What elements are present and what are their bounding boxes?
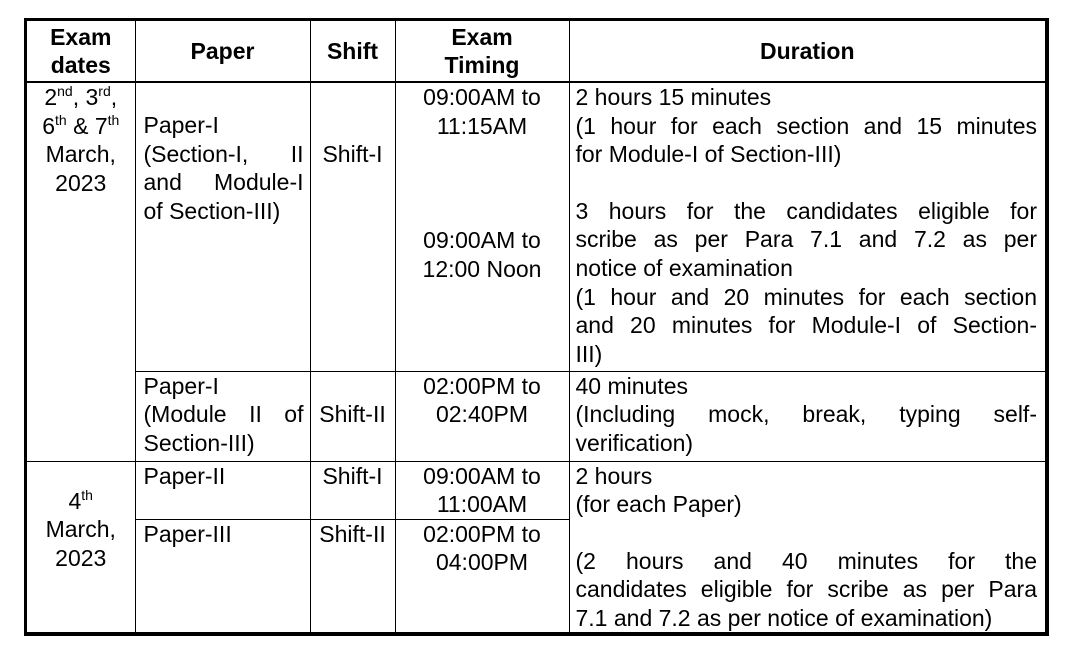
block1-row2-timing-line2: 02:40PM: [435, 401, 529, 428]
block1-row2-paper-cell: [135, 371, 310, 461]
block2-duration-cell: [569, 461, 1045, 635]
exam-schedule-table: [27, 21, 1045, 635]
block2-row2-timing-line1: 02:00PM to: [423, 520, 541, 547]
block1-row1-duration-b-line2: scribe as per Para 7.1 and 7.2 as per: [575, 226, 1037, 253]
block1-row1-timing-a-line2: 11:15AM: [436, 112, 528, 139]
table-row: [27, 461, 1045, 519]
block1-row2-shift-cell: [310, 371, 395, 461]
block1-month: March,: [45, 141, 116, 168]
header-duration: Duration: [569, 21, 1045, 82]
block1-row1-duration-a-line1: 2 hours 15 minutes: [575, 84, 772, 110]
block2-row1-shift-cell: [310, 461, 395, 519]
block1-row1-paper-line4: of Section-III): [143, 197, 281, 224]
block2-row1-paper: Paper-II: [143, 462, 226, 489]
block1-row1-timing-b-line2: 12:00 Noon: [422, 255, 542, 282]
block1-row1-timing-b-line1: 09:00AM to: [423, 227, 541, 254]
table-row: [27, 82, 1045, 371]
block1-row1-shift: Shift-I: [322, 141, 383, 167]
header-exam-timing-line2: Timing: [444, 52, 520, 78]
block1-row2-timing-line1: 02:00PM to: [423, 372, 541, 399]
block1-row2-paper-line2: (Module II of: [143, 401, 304, 428]
block1-row2-shift: Shift-II: [319, 400, 386, 427]
duration-gap: [576, 519, 1038, 547]
table-row: [27, 371, 1045, 461]
block1-row2-duration-line2: (Including mock, break, typing self-: [575, 401, 1037, 428]
block2-duration-line1: 2 hours: [575, 462, 653, 489]
block2-row2-shift-cell: [310, 519, 395, 635]
block1-exam-dates-cell: [27, 82, 135, 461]
block2-row1-paper-cell: [135, 461, 310, 519]
block1-row2-duration-line1: 40 minutes: [575, 372, 689, 399]
block1-row1-duration-b-line5: and 20 minutes for Module-I of Section-: [575, 312, 1037, 339]
block1-row2-duration-line3: verification): [575, 429, 694, 456]
block1-row2-paper-line3: Section-III): [143, 429, 255, 456]
header-exam-timing-line1: Exam: [451, 24, 513, 50]
block2-dates-line1: 4th: [68, 486, 93, 514]
block1-row1-paper-cell: [135, 82, 310, 371]
block2-row1-timing-line2: 11:00AM: [436, 491, 528, 518]
block2-duration-line4: candidates eligible for scribe as per Para: [575, 576, 1037, 603]
block2-duration-line2: (for each Paper): [575, 491, 742, 518]
block1-row1-timing-cell: [395, 82, 569, 371]
block1-dates-line2: 6th & 7th: [42, 111, 120, 139]
block2-year: 2023: [55, 544, 107, 571]
header-row: [27, 21, 1045, 82]
block2-row1-timing-cell: [395, 461, 569, 519]
block2-row1-shift: Shift-I: [322, 462, 383, 489]
block1-row1-paper-line1: Paper-I: [143, 112, 219, 138]
block1-row1-duration-b-line1: 3 hours for the candidates eligible for: [575, 197, 1037, 224]
block1-row2-timing-cell: [395, 371, 569, 461]
block2-exam-dates-cell: [27, 461, 135, 635]
block2-row2-timing-cell: [395, 519, 569, 635]
block1-year: 2023: [55, 169, 107, 196]
block1-row1-duration-b-line3: notice of examination: [575, 254, 793, 281]
block1-row1-paper-line2: (Section-I, II: [143, 140, 304, 167]
block1-dates-line1: 2nd, 3rd,: [44, 83, 118, 110]
header-shift: Shift: [310, 21, 395, 82]
block1-row2-paper-line1: Paper-I: [143, 372, 219, 399]
header-paper: Paper: [135, 21, 310, 82]
block1-row1-duration-a-line3: for Module-I of Section-III): [575, 141, 842, 168]
block2-row2-paper-cell: [135, 519, 310, 635]
block1-row2-duration-cell: [569, 371, 1045, 461]
block2-duration-line3: (2 hours and 40 minutes for the: [575, 547, 1037, 574]
block2-row1-timing-line1: 09:00AM to: [423, 462, 541, 489]
header-exam-dates-line1: Exam: [50, 24, 112, 50]
block1-row1-paper-line3: and Module-I: [143, 169, 304, 196]
header-exam-dates: [27, 21, 135, 82]
block1-row1-shift-cell: [310, 82, 395, 371]
block2-month: March,: [45, 516, 116, 543]
block2-duration-line5: 7.1 and 7.2 as per notice of examination): [575, 604, 993, 631]
block1-row1-duration-b-line4: (1 hour and 20 minutes for each section: [575, 283, 1037, 310]
block1-row1-duration-a-line2: (1 hour for each section and 15 minutes: [575, 112, 1037, 139]
header-exam-timing: [395, 21, 569, 82]
timing-gap: [402, 140, 563, 226]
block1-row1-duration-cell: [569, 82, 1045, 371]
block2-row2-timing-line2: 04:00PM: [435, 549, 529, 576]
header-exam-dates-line2: dates: [50, 52, 111, 78]
block1-row1-duration-b-line6: III): [575, 340, 603, 367]
block1-row1-timing-a-line1: 09:00AM to: [423, 84, 541, 110]
exam-schedule-frame: [24, 18, 1049, 636]
block2-row2-paper: Paper-III: [143, 520, 232, 547]
block2-row2-shift: Shift-II: [319, 520, 386, 547]
duration-gap: [576, 169, 1038, 197]
